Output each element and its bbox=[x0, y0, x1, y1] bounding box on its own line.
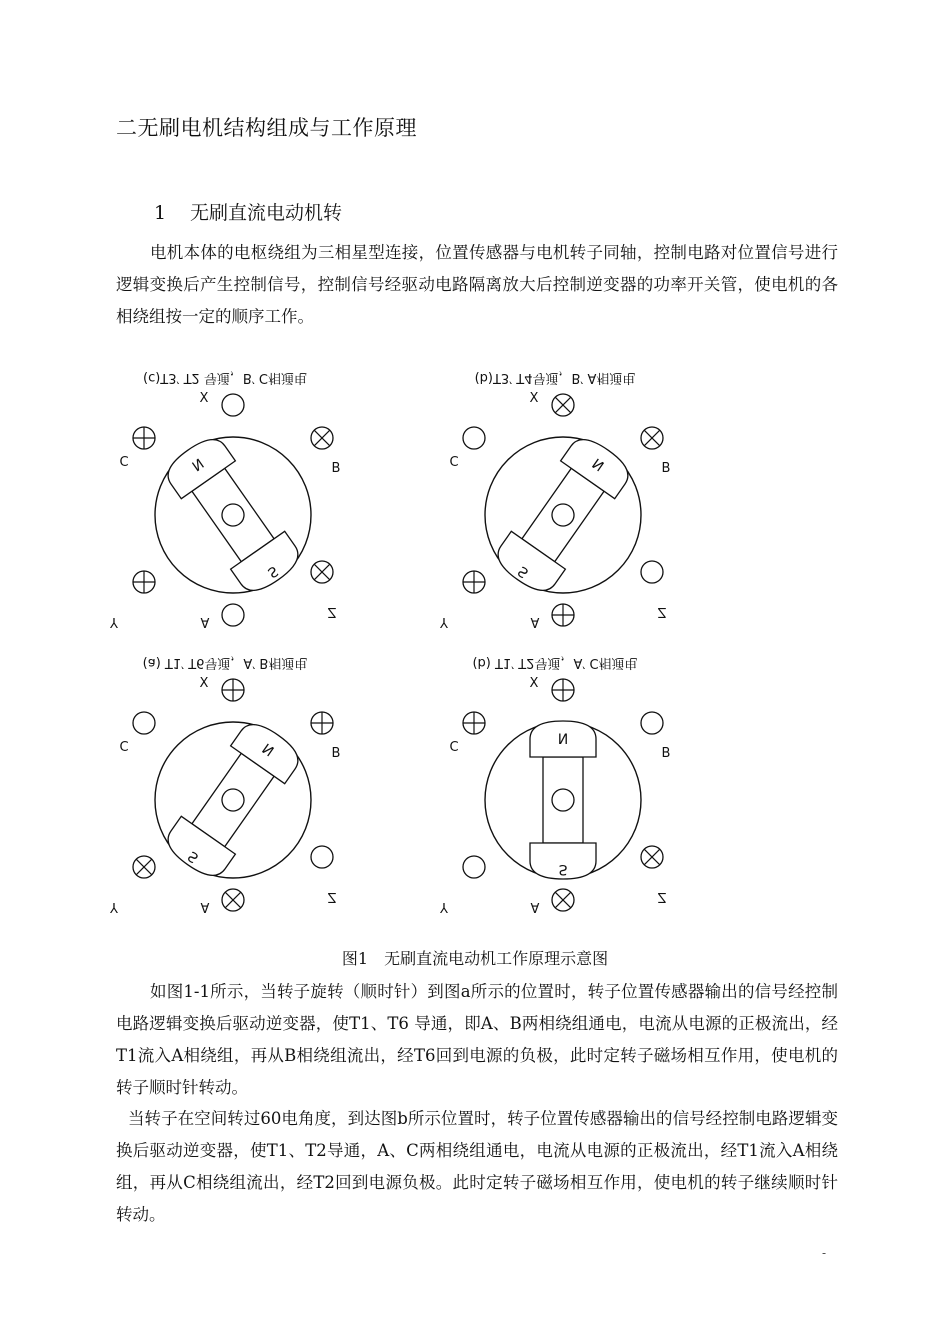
coil-label-bottomleft: Y bbox=[110, 614, 118, 629]
south-label: S bbox=[264, 562, 281, 581]
coil-topright bbox=[641, 712, 663, 734]
coil-label-top: X bbox=[199, 676, 209, 691]
coil-label-topright: B bbox=[331, 461, 341, 476]
coil-label-bottomleft: Y bbox=[440, 899, 448, 914]
coil-label-bottomright: Z bbox=[327, 889, 337, 904]
north-label: N bbox=[557, 732, 569, 748]
coil-label-bottomleft: Y bbox=[440, 614, 448, 629]
subsection-heading bbox=[154, 198, 342, 225]
paragraph-intro: 电机本体的电枢绕组为三相星型连接，位置传感器与电机转子同轴，控制电路对位置信号进行逻辑变换后产生控制信号，控制信号经驱动电路隔离放大后控制逆变器的功率开关管，使电机的各相绕组按一定的顺序工作。 bbox=[116, 243, 838, 326]
motor-panel-3 bbox=[109, 655, 340, 914]
coil-label-topright: B bbox=[331, 746, 341, 761]
rotor-hub bbox=[218, 785, 249, 816]
coil-label-topleft: C bbox=[449, 740, 459, 755]
north-label: N bbox=[189, 456, 208, 476]
south-pole bbox=[161, 816, 236, 883]
motor-panel-2 bbox=[439, 370, 670, 629]
coil-label-bottomright: Z bbox=[657, 889, 667, 904]
paragraph-position-a: 如图1-1所示，当转子旋转（顺时针）到图a所示的位置时，转子位置传感器输出的信号经控制电路逻辑变换后驱动逆变器，使T1、T6 导通，即A、B两相绕组通电，电流从电源的正极流出，经T1流入A相绕组，再从B相绕组流出，经T6回到电源的负极，此时定转子磁场相互作用，使电机的转子顺时针转动。 bbox=[116, 982, 838, 1097]
coil-bottomright bbox=[311, 846, 333, 868]
coil-label-topright: B bbox=[661, 746, 671, 761]
south-pole bbox=[231, 531, 306, 598]
coil-label-top: X bbox=[529, 676, 539, 691]
rotor-hub bbox=[218, 500, 249, 531]
coil-bottomleft bbox=[463, 856, 485, 878]
coil-label-topleft: C bbox=[119, 740, 129, 755]
north-label: N bbox=[588, 456, 607, 476]
rotor bbox=[530, 721, 596, 879]
subsection-title: 无刷直流电动机转 bbox=[190, 202, 343, 224]
coil-label-top: X bbox=[529, 391, 539, 406]
coil-label-bottomright: Z bbox=[657, 604, 667, 619]
subsection-number: 1 bbox=[154, 202, 167, 224]
coil-label-bottom: A bbox=[200, 614, 210, 629]
coil-label-topleft: C bbox=[449, 455, 459, 470]
coil-label-topleft: C bbox=[119, 455, 129, 470]
coil-bottomright bbox=[641, 561, 663, 583]
south-pole bbox=[491, 531, 566, 598]
coil-label-top: X bbox=[199, 391, 209, 406]
south-label: S bbox=[515, 562, 532, 581]
coil-label-topright: B bbox=[661, 461, 671, 476]
panel-title: (b)T3′ T4导通，B′ A相通电 bbox=[474, 370, 636, 385]
motor-panel-1 bbox=[109, 370, 340, 629]
panel-title: (a) T1′ T6导通，A′ B相通电 bbox=[142, 655, 308, 670]
coil-label-bottomright: Z bbox=[327, 604, 337, 619]
panel-title: (b) T1′ T2导通，A′ C相通电 bbox=[472, 655, 638, 670]
figure-caption: 图1 无刷直流电动机工作原理示意图 bbox=[341, 949, 609, 968]
coil-label-bottomleft: Y bbox=[110, 899, 118, 914]
south-label: S bbox=[185, 847, 202, 866]
coil-topleft bbox=[133, 712, 155, 734]
coil-topleft bbox=[463, 427, 485, 449]
paragraph-position-b: 当转子在空间转过60电角度，到达图b所示位置时，转子位置传感器输出的信号经控制电路逻辑变换后驱动逆变器，使T1、T2导通，A、C两相绕组通电，电流从电源的正极流出，经T1流入A相绕组，再从C相绕组流出，经T2回到电源负极。此时定转子磁场相互作用，使电机的转子继续顺时针转动。 bbox=[116, 1109, 838, 1224]
north-label: N bbox=[258, 741, 277, 761]
coil-label-bottom: A bbox=[530, 899, 540, 914]
section-heading: 二无刷电机结构组成与工作原理 bbox=[116, 116, 417, 140]
south-label: S bbox=[558, 861, 568, 877]
coil-label-bottom: A bbox=[530, 614, 540, 629]
page-mark: - bbox=[822, 1246, 827, 1260]
rotor-hub bbox=[552, 789, 574, 811]
motor-panel-4 bbox=[439, 655, 670, 914]
motor-diagram-svg bbox=[100, 350, 720, 950]
coil-bottom bbox=[222, 604, 244, 626]
motor-diagram-figure bbox=[100, 350, 720, 950]
coil-label-bottom: A bbox=[200, 899, 210, 914]
coil-top bbox=[222, 394, 244, 416]
panel-title: (c)T3′ T2 导通，B′ C相通电 bbox=[142, 370, 308, 385]
rotor-hub bbox=[548, 500, 579, 531]
